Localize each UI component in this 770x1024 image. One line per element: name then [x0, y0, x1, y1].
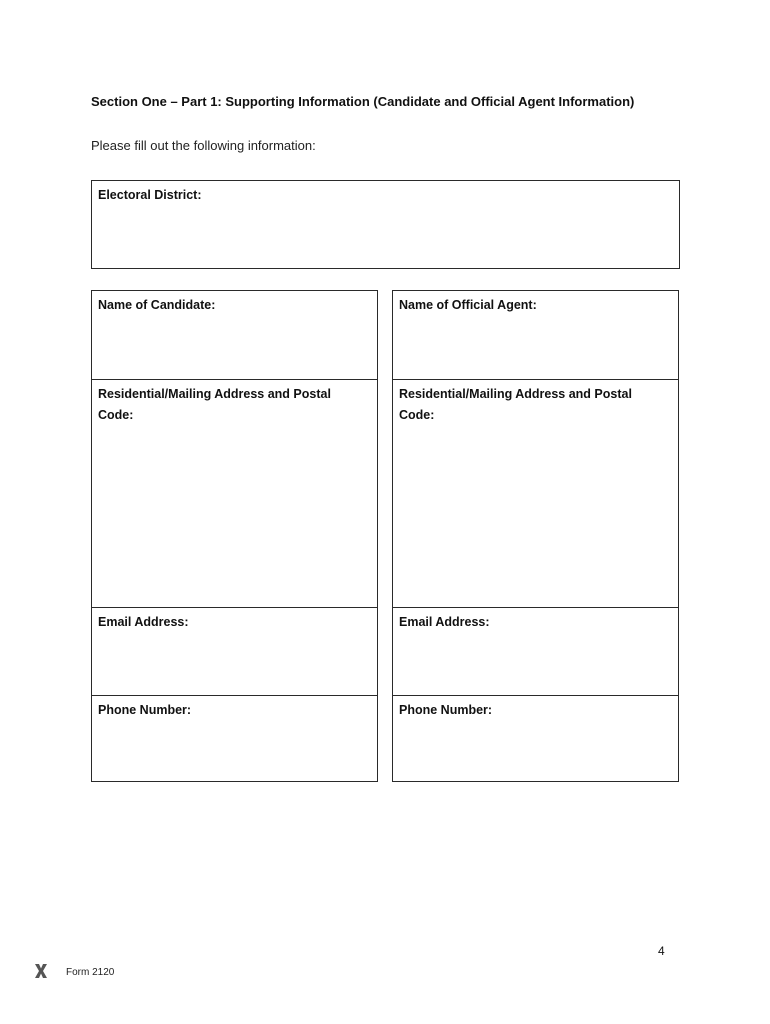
- electoral-district-label: Electoral District:: [98, 188, 202, 202]
- x-logo-icon: [34, 962, 48, 980]
- agent-name-field[interactable]: [393, 291, 678, 379]
- agent-phone-field[interactable]: [393, 695, 678, 782]
- official-agent-column: [392, 290, 679, 782]
- candidate-email-field[interactable]: [92, 607, 377, 695]
- candidate-phone-field[interactable]: [92, 695, 377, 782]
- candidate-address-field[interactable]: [92, 379, 377, 607]
- agent-address-field[interactable]: [393, 379, 678, 607]
- candidate-column: [91, 290, 378, 782]
- candidate-name-field[interactable]: [92, 291, 377, 379]
- candidate-email-label: Email Address:: [98, 615, 189, 629]
- agent-email-label: Email Address:: [399, 615, 490, 629]
- agent-address-label: Residential/Mailing Address and Postal Code:: [399, 387, 632, 422]
- electoral-district-field[interactable]: [91, 180, 680, 269]
- candidate-phone-label: Phone Number:: [98, 703, 192, 717]
- section-heading: Section One – Part 1: Supporting Information (Candidate and Official Agent Information): [91, 94, 635, 109]
- agent-name-label: Name of Official Agent:: [399, 298, 537, 312]
- candidate-address-label: Residential/Mailing Address and Postal Code:: [98, 387, 331, 422]
- instructions-text: Please fill out the following information:: [91, 138, 316, 153]
- agent-email-field[interactable]: [393, 607, 678, 695]
- form-id: Form 2120: [66, 967, 115, 978]
- agent-phone-label: Phone Number:: [399, 703, 493, 717]
- candidate-name-label: Name of Candidate:: [98, 298, 216, 312]
- page-number: 4: [658, 944, 665, 958]
